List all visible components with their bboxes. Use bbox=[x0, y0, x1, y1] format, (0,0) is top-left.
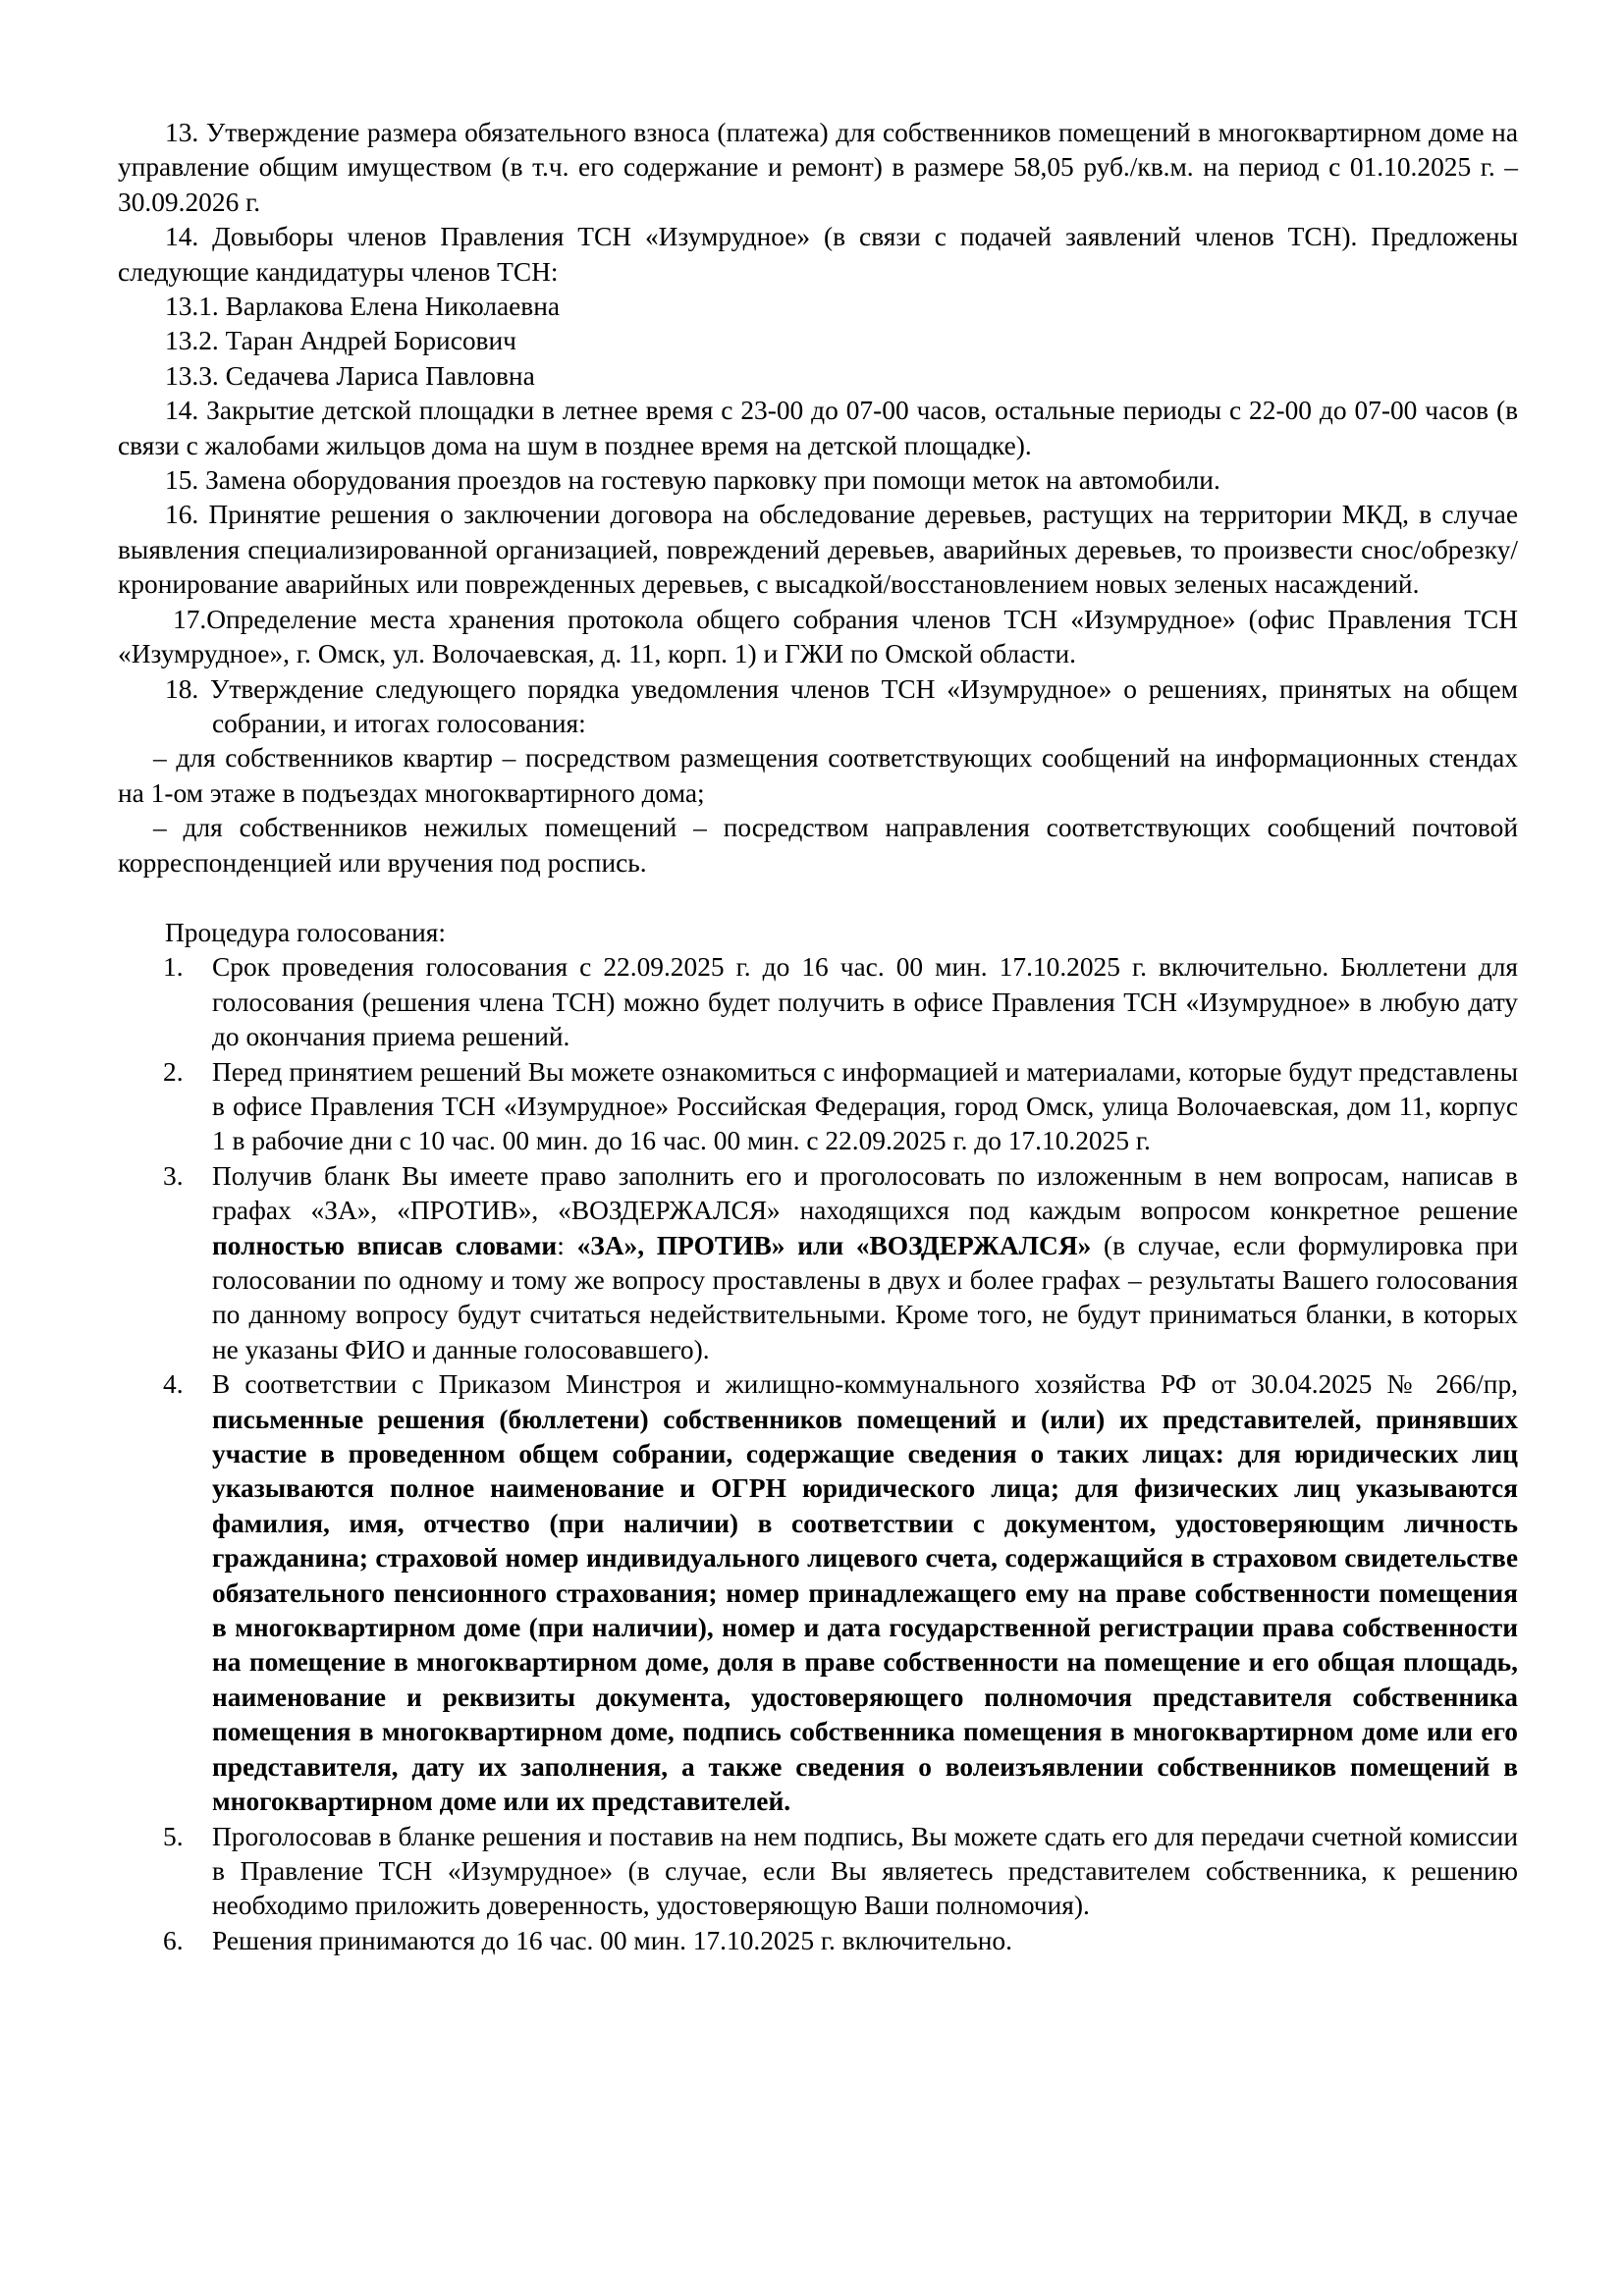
procedure-item-1 bbox=[118, 950, 1518, 1054]
agenda-item-18: 18. Утверждение следующего порядка уведомления членов ТСН «Изумрудное» о решениях, принятых на общем собрании, и итогах голосования: bbox=[165, 673, 1518, 738]
procedure-item-4 bbox=[118, 1367, 1518, 1819]
procedure-item-emphasis: полностью вписав словами bbox=[212, 1230, 558, 1260]
procedure-item-text: Проголосовав в бланке решения и поставив на нем подпись, Вы можете сдать его для передачи счетной комиссии в Правление ТСН «Изумрудное» (в случае, если Вы являетесь представителем собственника, к решению необходимо приложить доверенность, удостоверяющую Ваши полномочия). bbox=[212, 1821, 1518, 1921]
procedure-item-number: 1. bbox=[163, 952, 184, 983]
procedure-item-text: (в случае, если формулировка при голосовании по одному и тому же вопросу проставлены в двух и более графах – результаты Вашего голосования по данному вопросу будут считаться недействительными. Кроме того, не будут приниматься бланки, в которых не указаны ФИО и данные голосовавшего). bbox=[212, 1230, 1518, 1364]
agenda-item-13: 13. Утверждение размера обязательного взноса (платежа) для собственников помещений в многоквартирном доме на управление общим имуществом (в т.ч. его содержание и ремонт) в размере 58,05 руб./кв.м. на период с 01.10.2025 г. – 30.09.2026 г. bbox=[118, 118, 1518, 217]
procedure-item-6 bbox=[118, 1924, 1518, 1958]
procedure-item-number: 3. bbox=[163, 1160, 184, 1191]
candidate-item: 13.2. Таран Андрей Борисович bbox=[165, 326, 516, 356]
agenda-item-14-playground: 14. Закрытие детской площадки в летнее время с 23-00 до 07-00 часов, остальные периоды с 22-00 до 07-00 часов (в связи с жалобами жильцов дома на шум в позднее время на детской площадке). bbox=[118, 396, 1518, 460]
procedure-item-text: Решения принимаются до 16 час. 00 мин. 17.10.2025 г. включительно. bbox=[212, 1925, 1012, 1955]
candidate-item: 13.3. Седачева Лариса Павловна bbox=[165, 360, 535, 391]
section-gap bbox=[118, 881, 1518, 916]
agenda-item-14-elections: 14. Довыборы членов Правления ТСН «Изумрудное» (в связи с подачей заявлений членов ТСН). Предложены следующие кандидатуры членов ТСН: bbox=[118, 222, 1518, 287]
procedure-item-text: Перед принятием решений Вы можете ознакомиться с информацией и материалами, которые будут представлены в офисе Правления ТСН «Изумрудное» Российская Федерация, город Омск, улица Волочаевская, дом 11, корпус 1 в рабочие дни с 10 час. 00 мин. до 16 час. 00 мин. с 22.09.2025 г. до 17.10.2025 г. bbox=[212, 1056, 1518, 1156]
procedure-item-number: 2. bbox=[163, 1056, 184, 1087]
procedure-item-text: : bbox=[557, 1230, 577, 1260]
agenda-item-15: 15. Замена оборудования проездов на гостевую парковку при помощи меток на автомобили. bbox=[165, 465, 1220, 496]
procedure-item-emphasis: «ЗА», ПРОТИВ» или «ВОЗДЕРЖАЛСЯ» bbox=[576, 1230, 1092, 1260]
agenda-item-16: 16. Принятие решения о заключении договора на обследование деревьев, растущих на территории МКД, в случае выявления специализированной организацией, повреждений деревьев, аварийных деревьев, то произвести снос/обрезку/кронирование аварийных или поврежденных деревьев, с высадкой/восстановлением новых зеленых насаждений. bbox=[118, 500, 1518, 600]
agenda-item-18-dash-2: – для собственников нежилых помещений – посредством направления соответствующих сообщений почтовой корреспонденцией или вручения под роспись. bbox=[118, 813, 1518, 878]
procedure-item-text: В соответствии с Приказом Минстроя и жилищно-коммунального хозяйства РФ от 30.04.2025 № 266/пр, bbox=[212, 1369, 1518, 1400]
procedure-item-number: 6. bbox=[163, 1925, 184, 1955]
procedure-item-5 bbox=[118, 1820, 1518, 1924]
procedure-item-text: Получив бланк Вы имеете право заполнить его и проголосовать по изложенным в нем вопросам, написав в графах «ЗА», «ПРОТИВ», «ВОЗДЕРЖАЛСЯ» находящихся под каждым вопросом конкретное решение bbox=[212, 1160, 1518, 1226]
procedure-item-number: 4. bbox=[163, 1369, 184, 1400]
procedure-item-number: 5. bbox=[163, 1821, 184, 1851]
agenda-item-17: 17.Определение места хранения протокола общего собрания членов ТСН «Изумрудное» (офис Правления ТСН «Изумрудное», г. Омск, ул. Волочаевская, д. 11, корп. 1) и ГЖИ по Омской области. bbox=[118, 604, 1518, 669]
procedure-item-text: Срок проведения голосования с 22.09.2025 г. до 16 час. 00 мин. 17.10.2025 г. включительно. Бюллетени для голосования (решения члена ТСН) можно будет получить в офисе Правления ТСН «Изумрудное» в любую дату до окончания приема решений. bbox=[212, 952, 1518, 1052]
candidate-item: 13.1. Варлакова Елена Николаевна bbox=[165, 292, 561, 322]
agenda-item-18-dash-1: – для собственников квартир – посредством размещения соответствующих сообщений на информационных стендах на 1-ом этаже в подъездах многоквартирного дома; bbox=[118, 743, 1518, 808]
procedure-item-2 bbox=[118, 1055, 1518, 1159]
procedure-title: Процедура голосования: bbox=[165, 917, 446, 947]
procedure-item-3 bbox=[118, 1159, 1518, 1367]
procedure-item-emphasis: письменные решения (бюллетени) собственников помещений и (или) их представителей, принявших участие в проведенном общем собрании, содержащие сведения о таких лицах: для юридических лиц указываются полное наименование и ОГРН юридического лица; для физических лиц указываются фамилия, имя, отчество (при наличии) в соответствии с документом, удостоверяющим личность гражданина; страховой номер индивидуального лицевого счета, содержащийся в страховом свидетельстве обязательного пенсионного страхования; номер принадлежащего ему на праве собственности помещения в многоквартирном доме (при наличии), номер и дата государственной регистрации права собственности на помещение в многоквартирном доме, доля в праве собственности на помещение и его общая площадь, наименование и реквизиты документа, удостоверяющего полномочия представителя собственника помещения в многоквартирном доме, подпись собственника помещения в многоквартирном доме или его представителя, дату их заполнения, а также сведения о волеизъявлении собственников помещений в многоквартирном доме или их представителей. bbox=[212, 1404, 1518, 1817]
